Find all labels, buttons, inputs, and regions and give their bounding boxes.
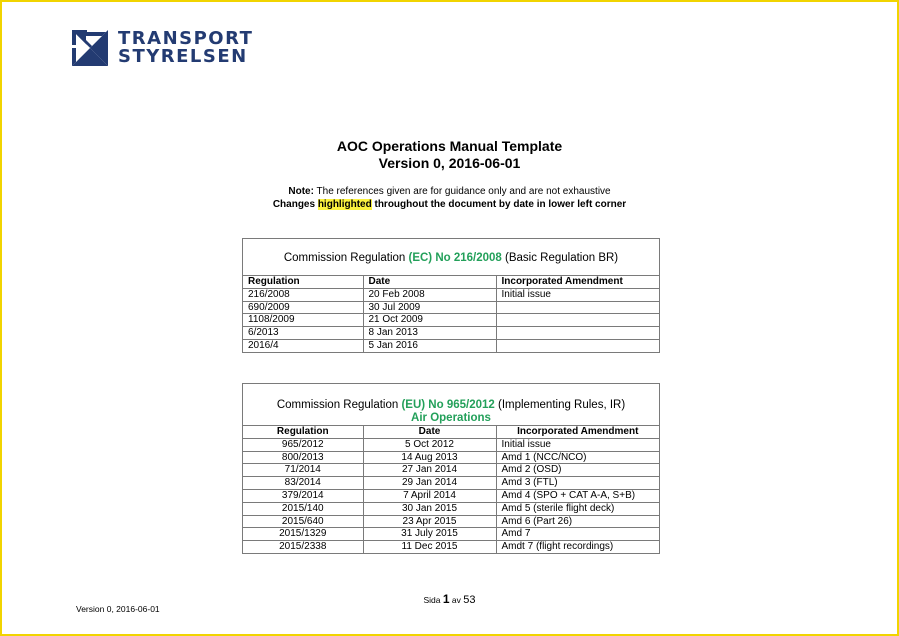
table-cell: 800/2013 — [243, 451, 363, 464]
table-cell — [496, 327, 659, 340]
table-row — [243, 464, 659, 477]
table-row — [243, 489, 659, 502]
table-row — [243, 502, 659, 515]
t2-header-regulation: Regulation — [243, 426, 363, 439]
table-cell: 2016/4 — [243, 339, 363, 351]
table-row — [243, 528, 659, 541]
table-row — [243, 301, 659, 314]
table-cell: 29 Jan 2014 — [363, 477, 496, 490]
table-cell: Amd 3 (FTL) — [496, 477, 659, 490]
title-line-1: AOC Operations Manual Template — [336, 138, 563, 154]
table-cell: Amd 4 (SPO + CAT A-A, S+B) — [496, 489, 659, 502]
t2-header-amendment: Incorporated Amendment — [496, 426, 659, 439]
t1-header-date: Date — [363, 276, 496, 289]
table-cell: Amdt 7 (flight recordings) — [496, 541, 659, 553]
table-cell: Initial issue — [496, 438, 659, 451]
table-cell: 5 Jan 2016 — [363, 339, 496, 351]
current-page: 1 — [442, 592, 450, 606]
table-cell: 23 Apr 2015 — [363, 515, 496, 528]
table-row — [243, 477, 659, 490]
highlighted-word: highlighted — [317, 199, 372, 210]
table-row — [243, 288, 659, 301]
table-row — [243, 515, 659, 528]
table-cell: 71/2014 — [243, 464, 363, 477]
table-cell: Initial issue — [496, 288, 659, 301]
basic-regulation-table — [243, 275, 659, 352]
table-row — [243, 438, 659, 451]
table-cell — [496, 301, 659, 314]
t2-header-date: Date — [363, 426, 496, 439]
table-cell: 216/2008 — [243, 288, 363, 301]
table-cell: 965/2012 — [243, 438, 363, 451]
table-cell: 14 Aug 2013 — [363, 451, 496, 464]
t1-header-amendment: Incorporated Amendment — [496, 276, 659, 289]
table-cell: 31 July 2015 — [363, 528, 496, 541]
t1-title-after: (Basic Regulation BR) — [501, 252, 619, 264]
t1-title-before: Commission Regulation — [283, 252, 409, 264]
table-row — [243, 451, 659, 464]
air-operations-subtitle: Air Operations — [411, 412, 491, 424]
note-line2-after: throughout the document by date in lower left corner — [371, 199, 627, 210]
page-mid: av — [449, 595, 464, 605]
table-row — [243, 327, 659, 340]
table-cell: 690/2009 — [243, 301, 363, 314]
note-text: The references given are for guidance only and are not exhaustive — [313, 186, 611, 197]
table-cell: 7 April 2014 — [363, 489, 496, 502]
table-cell: 83/2014 — [243, 477, 363, 490]
implementing-rules-table — [243, 425, 659, 553]
document-title — [2, 138, 897, 172]
t2-title-green: (EU) No 965/2012 — [401, 399, 495, 411]
total-pages: 53 — [463, 594, 476, 606]
page-prefix: Sida — [423, 595, 443, 605]
note-block — [2, 185, 897, 211]
table-cell: 1108/2009 — [243, 314, 363, 327]
table-row — [243, 541, 659, 553]
table-cell: Amd 1 (NCC/NCO) — [496, 451, 659, 464]
table-row — [243, 314, 659, 327]
implementing-rules-title — [243, 384, 659, 412]
t1-header-regulation: Regulation — [243, 276, 363, 289]
title-line-2: Version 0, 2016-06-01 — [378, 155, 521, 171]
t2-title-before: Commission Regulation — [276, 399, 402, 411]
implementing-rules-box — [242, 383, 660, 554]
table-cell: 27 Jan 2014 — [363, 464, 496, 477]
t1-title-green: (EC) No 216/2008 — [408, 252, 502, 264]
footer-version: Version 0, 2016-06-01 — [76, 604, 160, 614]
table-cell: 30 Jan 2015 — [363, 502, 496, 515]
t2-title-after: (Implementing Rules, IR) — [494, 399, 626, 411]
table-cell: 5 Oct 2012 — [363, 438, 496, 451]
basic-regulation-title — [243, 239, 659, 275]
table-cell — [496, 339, 659, 351]
table-cell: 21 Oct 2009 — [363, 314, 496, 327]
table-row — [243, 339, 659, 351]
logo-mark-icon — [72, 30, 108, 66]
note-label: Note: — [288, 186, 314, 197]
table-cell: 30 Jul 2009 — [363, 301, 496, 314]
table-cell: 6/2013 — [243, 327, 363, 340]
table-cell: 8 Jan 2013 — [363, 327, 496, 340]
table-cell: 2015/140 — [243, 502, 363, 515]
logo-line-2: STYRELSEN — [118, 46, 248, 67]
table-cell: Amd 2 (OSD) — [496, 464, 659, 477]
table-cell: Amd 6 (Part 26) — [496, 515, 659, 528]
note-line2-before: Changes — [272, 199, 318, 210]
table-cell: 379/2014 — [243, 489, 363, 502]
table-cell: 2015/1329 — [243, 528, 363, 541]
logo-line-1: TRANSPORT — [118, 28, 254, 49]
table-cell: Amd 5 (sterile flight deck) — [496, 502, 659, 515]
transportstyrelsen-logo — [72, 30, 253, 66]
table-cell: Amd 7 — [496, 528, 659, 541]
table-cell: 11 Dec 2015 — [363, 541, 496, 553]
table-cell: 2015/2338 — [243, 541, 363, 553]
table-cell: 2015/640 — [243, 515, 363, 528]
basic-regulation-box — [242, 238, 660, 353]
table-cell — [496, 314, 659, 327]
table-cell: 20 Feb 2008 — [363, 288, 496, 301]
